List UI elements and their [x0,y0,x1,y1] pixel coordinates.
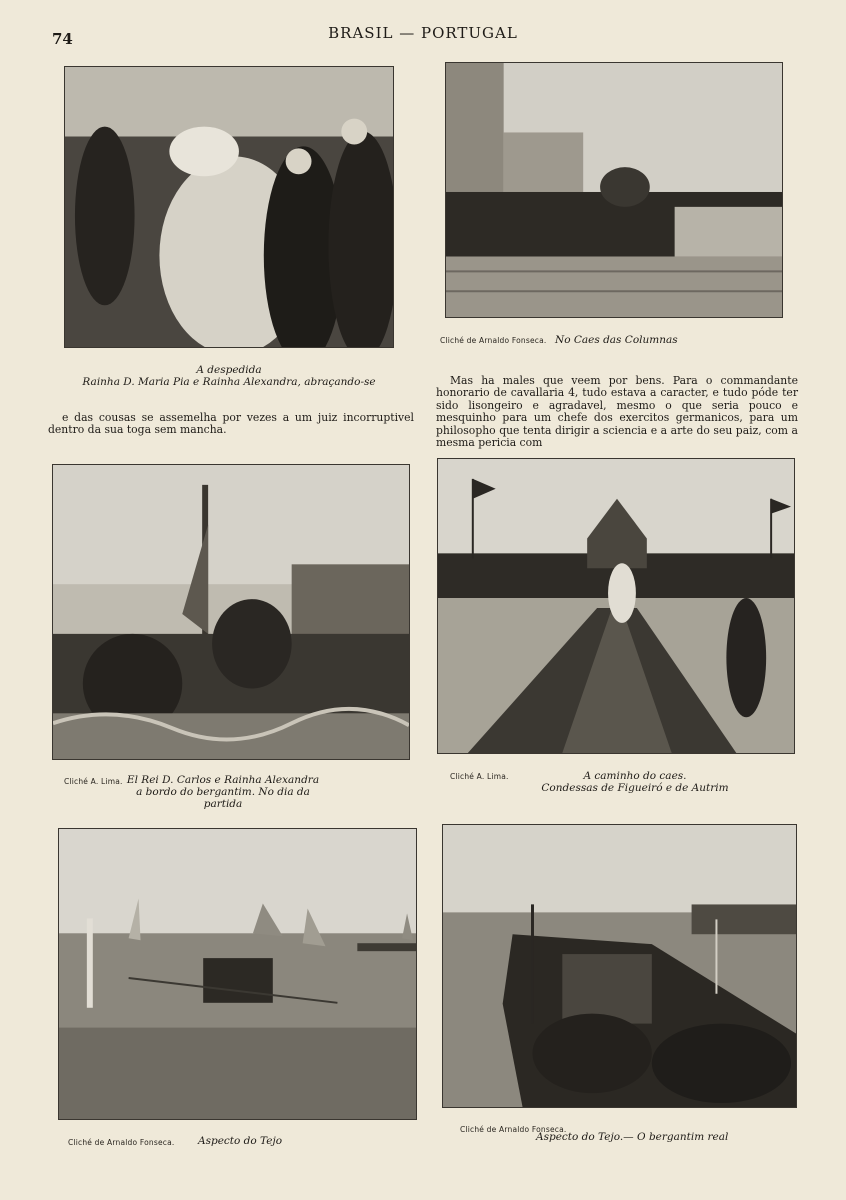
photo-royal-brigantine-image [443,825,796,1107]
caption-king-carlos-line1: El Rei D. Carlos e Rainha Alexandra [126,774,320,786]
caption-king-carlos [118,774,328,810]
caption-tagus-view: Aspecto do Tejo [198,1135,283,1147]
credit-caes-columnas: Cliché de Arnaldo Fonseca. [440,336,547,345]
photo-king-carlos-image [53,465,409,759]
photo-tagus-view-image [59,829,416,1119]
credit-king-carlos: Cliché A. Lima. [64,777,123,786]
photo-caes-columnas [445,62,783,318]
photo-farewell [64,66,394,348]
running-title: BRASIL — PORTUGAL [328,24,518,42]
photo-caes-columnas-image [446,63,782,317]
caption-farewell-title: A despedida [196,364,262,376]
body-text-left: e das cousas se assemelha por vezes a um juiz incorruptivel dentro da sua toga sem mancha. [48,411,414,437]
caption-farewell-subtitle: Rainha D. Maria Pia e Rainha Alexandra, abraçando-se [82,376,376,388]
credit-way-to-quay: Cliché A. Lima. [450,772,509,781]
photo-way-to-quay-image [438,459,794,753]
caption-king-carlos-line2: a bordo do bergantim. No dia da partida [136,786,310,810]
caption-way-to-quay [520,770,750,794]
photo-way-to-quay [437,458,795,754]
caption-royal-brigantine: Aspecto do Tejo.— O bergantim real [536,1131,729,1143]
photo-king-carlos [52,464,410,760]
credit-royal-brigantine: Cliché de Arnaldo Fonseca. [460,1125,567,1134]
photo-farewell-image [65,67,393,347]
caption-caes-columnas: No Caes das Columnas [555,334,678,346]
caption-way-to-quay-line1: A caminho do caes. [583,770,687,782]
caption-way-to-quay-line2: Condessas de Figueiró e de Autrim [541,782,729,794]
body-text-right: Mas ha males que veem por bens. Para o commandante honorario de cavallaria 4, tudo estava a caracter, e tudo póde ter sido lisongeiro e agradavel, mesmo o que seria pouco e mesquinho para um chefe dos exercitos germanicos, para um philosopho que tenta dirigir a sciencia e a arte do seu paiz, com a mesma pericia com [436,374,798,450]
photo-royal-brigantine [442,824,797,1108]
photo-tagus-view [58,828,417,1120]
page-number: 74 [52,30,73,48]
caption-farewell [64,364,394,388]
credit-tagus-view: Cliché de Arnaldo Fonseca. [68,1138,175,1147]
